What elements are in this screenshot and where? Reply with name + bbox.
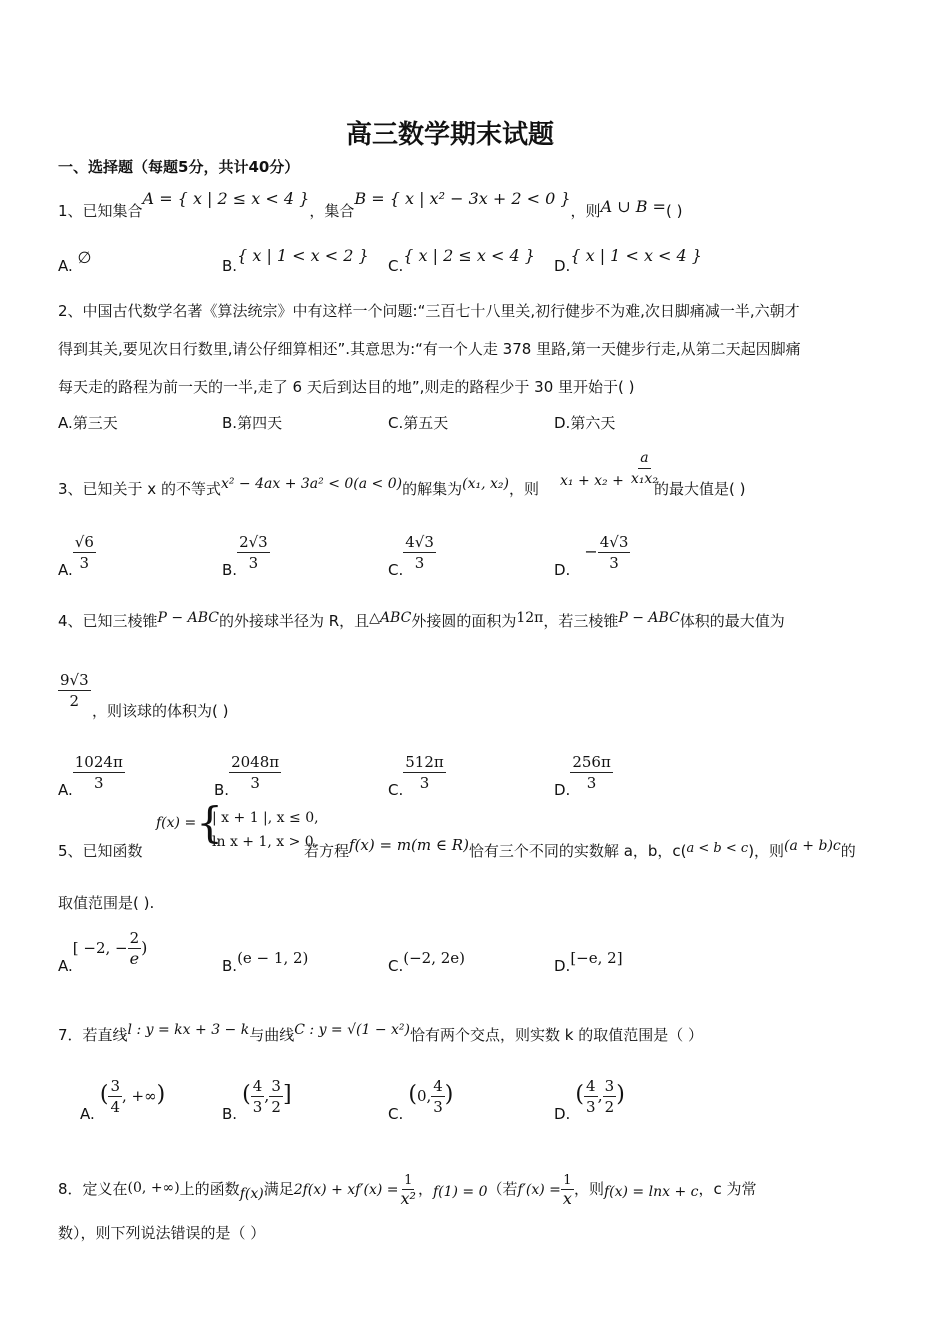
q2-option-a[interactable]: A.第三天 <box>58 414 118 432</box>
q1-option-c[interactable]: C.{ x | 2 ≤ x < 4 } <box>388 246 535 275</box>
q2-option-b[interactable]: B.第四天 <box>222 414 283 432</box>
q7-option-b[interactable]: B. ( $\frac{4}{3}$ , $\frac{3}{2}$ ] <box>222 1077 292 1123</box>
q3-option-b[interactable]: B. $\frac{2√3}{3}$ <box>222 533 268 579</box>
q4-option-c[interactable]: C. $\frac{512\pi}{3}$ <box>388 753 444 799</box>
q8-line-2: 数），则下列说法错误的是（ ） <box>58 1224 266 1242</box>
brace: { <box>196 798 223 847</box>
q2-line-2: 得到其关,要见次日行数里,请公仔细算相还”.其意思为:“有一个人走 378 里路,第一天健步行走,从第二天起因脚痛 <box>58 340 801 358</box>
q5-stem: 若方程f(x) = m(m ∈ R)恰有三个不同的实数解 a，b，c(a < b < c)，则(a + b)c的 <box>304 836 856 860</box>
q5-option-c[interactable]: C.(−2, 2e) <box>388 949 466 975</box>
q1-set-b: B = { x | x² − 3x + 2 < 0 } <box>354 189 571 208</box>
q7-curve: C : y = √(1 − x²) <box>294 1022 410 1038</box>
q4-option-d[interactable]: D. $\frac{256\pi}{3}$ <box>554 753 611 799</box>
q7-option-a[interactable]: A. ( $\frac{3}{4}$ , +∞) <box>80 1077 166 1123</box>
q1-stem: 1、已知集合A = { x | 2 ≤ x < 4 }，集合B = { x | x² − 3x + 2 < 0 }，则A ∪ B =( ) <box>58 189 683 220</box>
q5-option-b[interactable]: B.(e − 1, 2) <box>222 949 309 975</box>
q4-stem-end: ，则该球的体积为( ) <box>92 702 229 720</box>
q5-option-a[interactable]: A.[ −2, − $\frac{2}{e}$ ) <box>58 929 148 975</box>
q2-option-c[interactable]: C.第五天 <box>388 414 449 432</box>
q1-option-d[interactable]: D.{ x | 1 < x < 4 } <box>554 246 702 275</box>
q3-stem: 3、已知关于 x 的不等式x² − 4ax + 3a² < 0(a < 0)的解集为(x₁, x₂)，则 <box>58 476 539 498</box>
q1-option-b[interactable]: B.{ x | 1 < x < 2 } <box>222 246 369 275</box>
q5-line-2: 取值范围是( ). <box>58 894 155 912</box>
q3-stem-end: 的最大值是( ) <box>654 480 746 498</box>
q2-line-1: 2、中国古代数学名著《算法统宗》中有这样一个问题:“三百七十八里关,初行健步不为难,次日脚痛减一半,六朝才 <box>58 302 800 320</box>
q4-option-b[interactable]: B. $\frac{2048\pi}{3}$ <box>214 753 280 799</box>
q5-stem-start: 5、已知函数 <box>58 842 143 860</box>
q3-expression: x₁ + x₂ + $\frac{a}{\text{x₁x₂}}$ <box>560 450 658 489</box>
q7-line: l : y = kx + 3 − k <box>127 1022 250 1038</box>
q3-option-c[interactable]: C. $\frac{4√3}{3}$ <box>388 533 434 579</box>
q3-solution-set: (x₁, x₂) <box>462 476 509 492</box>
q4-stem: 4、已知三棱锥P − ABC的外接球半径为 R，且△ABC外接圆的面积为12π，若三棱锥P − ABC体积的最大值为 <box>58 610 785 630</box>
q7-option-d[interactable]: D. ( $\frac{4}{3}$ , $\frac{3}{2}$ ) <box>554 1077 625 1123</box>
q2-option-d[interactable]: D.第六天 <box>554 414 616 432</box>
q5-piecewise-function: f(x) ={ | x + 1 |, x ≤ 0, ln x + 1, x > 0, <box>156 798 319 850</box>
q3-option-d[interactable]: D.− $\frac{4√3}{3}$ <box>554 533 629 579</box>
q5-option-d[interactable]: D.[−e, 2] <box>554 949 623 975</box>
q1-set-a: A = { x | 2 ≤ x < 4 } <box>142 189 310 208</box>
q7-stem: 7．若直线l : y = kx + 3 − k与曲线C : y = √(1 − x²)恰有两个交点，则实数 k 的取值范围是（ ） <box>58 1022 703 1044</box>
q3-inequality: x² − 4ax + 3a² < 0(a < 0) <box>220 476 403 492</box>
q1-union: A ∪ B = <box>600 197 666 216</box>
q1-option-a[interactable]: A. ∅ <box>58 248 92 275</box>
q3-option-a[interactable]: A. $\frac{√6}{3}$ <box>58 533 94 579</box>
q8-stem: 8．定义在(0, +∞)上的函数f(x)满足2f(x) + xf′(x) = $\frac{1}{\text{x²}}$ ，f(1) = 0（若f′(x) = $\frac{1}{x}$ ，则f(x) = lnx + c，c 为常 <box>58 1173 757 1208</box>
q4-max-volume: $\frac{9√3}{2}$ <box>60 671 89 710</box>
page-title: 高三数学期末试题 <box>346 120 555 150</box>
q7-option-c[interactable]: C. (0, $\frac{4}{3}$ ) <box>388 1077 454 1123</box>
q4-option-a[interactable]: A. $\frac{1024\pi}{3}$ <box>58 753 123 799</box>
q2-line-3: 每天走的路程为前一天的一半,走了 6 天后到达目的地”,则走的路程少于 30 里开始于( ) <box>58 378 635 396</box>
section-heading: 一、选择题（每题5分，共计40分） <box>58 158 300 176</box>
